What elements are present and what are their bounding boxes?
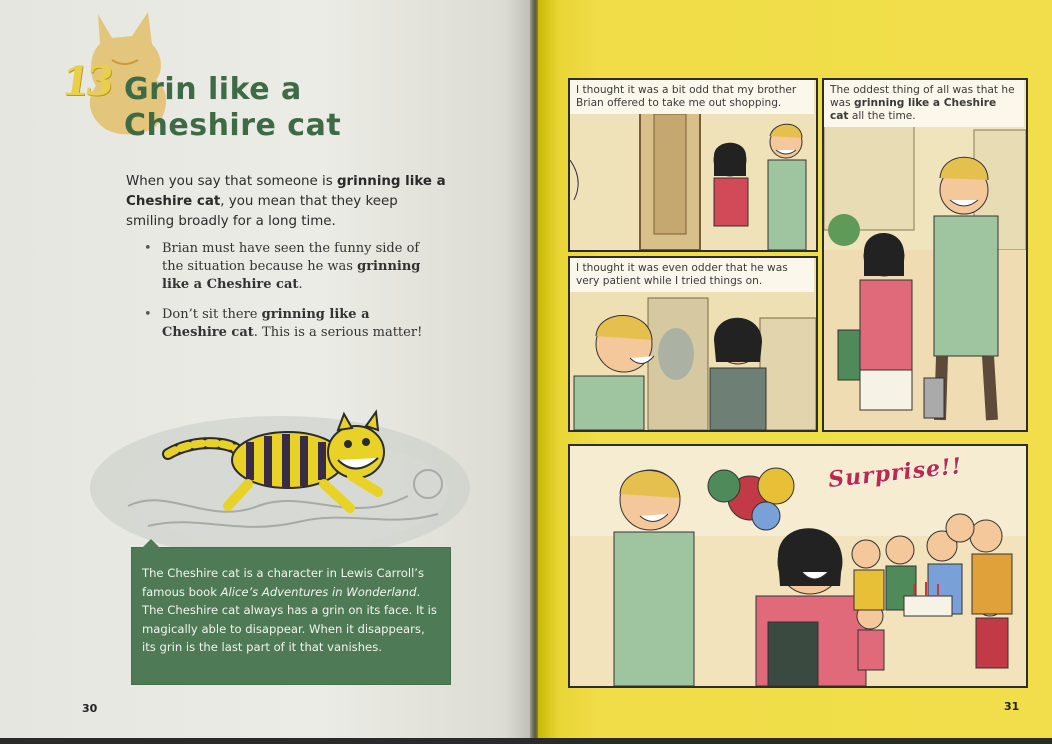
- info-text-1: The Cheshire cat is a character in Lewis Carroll’s famous book: [142, 566, 425, 599]
- example-text: Don’t sit there: [162, 307, 262, 322]
- comic-panel-3: [568, 256, 818, 432]
- surprise-sfx: Surprise!!: [827, 453, 964, 493]
- info-text: [142, 564, 442, 657]
- intro-paragraph: [126, 172, 448, 232]
- intro-idiom: grinning like a Cheshire cat: [126, 174, 446, 209]
- example-list: [144, 240, 434, 354]
- intro-text-2: , you mean that they keep smiling broadly for a long time.: [126, 194, 398, 229]
- example-idiom: grinning like a Cheshire cat: [162, 307, 370, 340]
- panel-2-caption-text: all the time.: [848, 110, 916, 122]
- title-line-1: Grin like a: [124, 72, 302, 107]
- intro-text-1: When you say that someone is: [126, 174, 337, 189]
- page-title: [124, 72, 341, 144]
- panel-2-caption-text: The oddest thing of all was that he was: [830, 84, 1015, 109]
- info-box: [132, 548, 450, 684]
- book-title: Alice’s Adventures in Wonderland: [220, 584, 417, 599]
- panel-2-caption: [824, 80, 1024, 127]
- info-text-2: . The Cheshire cat always has a grin on its face. It is magically able to disappear. When it disappears, its grin is the last part of it that vanishes.: [142, 584, 437, 655]
- panel-2-caption-idiom: grinning like a Cheshire cat: [830, 97, 997, 122]
- example-text: . This is a serious matter!: [253, 325, 423, 340]
- right-page: [538, 0, 1052, 738]
- panel-1-caption: I thought it was a bit odd that my brother Brian offered to take me out shopping.: [570, 80, 814, 114]
- chapter-number: 13: [58, 58, 113, 105]
- example-item: [144, 306, 434, 342]
- title-line-2: Cheshire cat: [124, 108, 342, 143]
- example-item: [144, 240, 434, 294]
- comic-panel-4: [568, 444, 1028, 688]
- example-idiom: grinning like a Cheshire cat: [162, 259, 421, 292]
- panel-2-art: [824, 80, 1026, 430]
- page-number-right: 31: [1004, 700, 1020, 713]
- panel-4-art: [570, 446, 1026, 686]
- comic-panel-2: [822, 78, 1028, 432]
- example-text: .: [298, 277, 303, 292]
- panel-3-caption: I thought it was even odder that he was very patient while I tried things on.: [570, 258, 814, 292]
- comic-panel-1: [568, 78, 818, 252]
- page-number-left: 30: [82, 702, 98, 715]
- example-text: Brian must have seen the funny side of the situation because he was: [162, 241, 420, 274]
